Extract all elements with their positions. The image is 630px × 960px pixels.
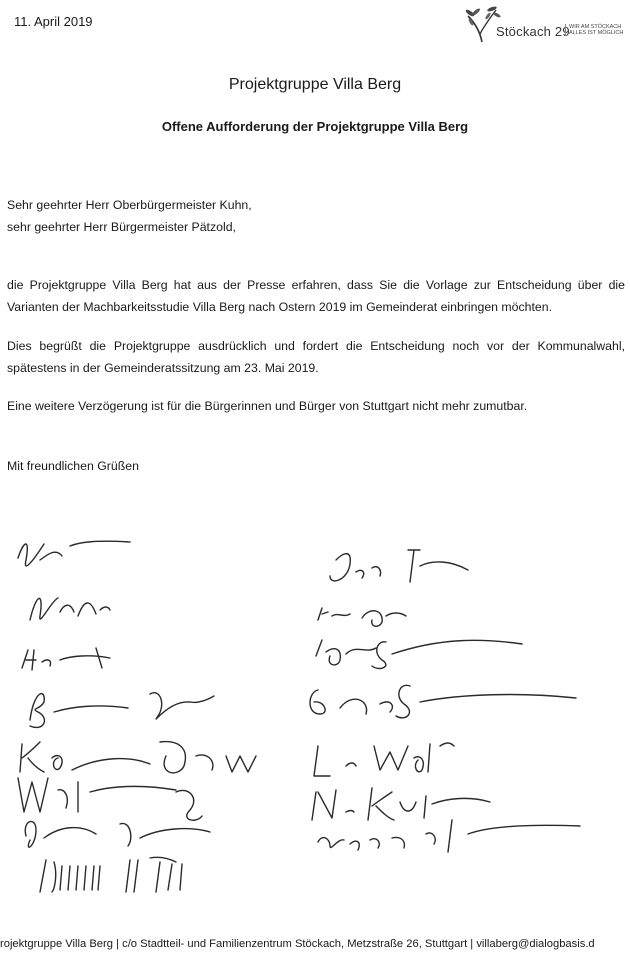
logo-tagline: WIR AM STÖCKACH ALLES IST MÖGLICH <box>565 24 623 36</box>
body-paragraph-2: Dies begrüßt die Projektgruppe ausdrücklich und fordert die Entscheidung noch vor der Kommunalwahl, spätestens in der Gemeinderatssitzung am 23. Mai 2019. <box>7 339 625 375</box>
signature-left-3 <box>22 648 110 670</box>
handwritten-signatures <box>0 520 630 900</box>
signature-left-1 <box>18 541 130 566</box>
body-paragraph-1: die Projektgruppe Villa Berg hat aus der Presse erfahren, dass Sie die Vorlage zur Entscheidung über die Varianten der Machbarkeitsstudie Villa Berg nach Ostern 2019 im Gemeinderat einbringen möchten. <box>7 278 625 314</box>
body-paragraph-3: Eine weitere Verzögerung ist für die Bürgerinnen und Bürger von Stuttgart nicht mehr zumutbar. <box>7 399 528 413</box>
signature-left-7 <box>25 821 210 847</box>
letter-date: 11. April 2019 <box>14 14 93 29</box>
letter-subtitle: Offene Aufforderung der Projektgruppe Villa Berg <box>161 119 469 134</box>
signature-right-6 <box>312 788 490 820</box>
salutation-line-2: sehr geehrter Herr Bürgermeister Pätzold, <box>7 220 236 234</box>
letter-footer: rojektgruppe Villa Berg | c/o Stadtteil- und Familienzentrum Stöckach, Metzstraße 26, Stuttgart | villaberg@dialogbasis.d <box>0 938 595 950</box>
logo-brand-text: Stöckach 29 <box>496 24 570 39</box>
letter-title: Projektgruppe Villa Berg <box>228 76 402 93</box>
signature-left-2 <box>30 598 110 620</box>
signature-left-4 <box>30 693 214 728</box>
signature-right-1 <box>330 550 468 582</box>
signature-right-5 <box>314 743 454 776</box>
signature-right-7 <box>318 820 580 852</box>
signature-left-6 <box>18 778 202 820</box>
stoeckach-logo <box>462 4 622 44</box>
signature-right-3 <box>316 640 522 668</box>
salutation-line-1: Sehr geehrter Herr Oberbürgermeister Kuhn, <box>7 198 252 212</box>
closing-greeting: Mit freundlichen Grüßen <box>7 459 139 473</box>
signature-right-4 <box>310 685 576 718</box>
signature-right-2 <box>318 608 406 626</box>
signature-left-8 <box>40 857 182 892</box>
signature-left-5 <box>20 742 256 773</box>
